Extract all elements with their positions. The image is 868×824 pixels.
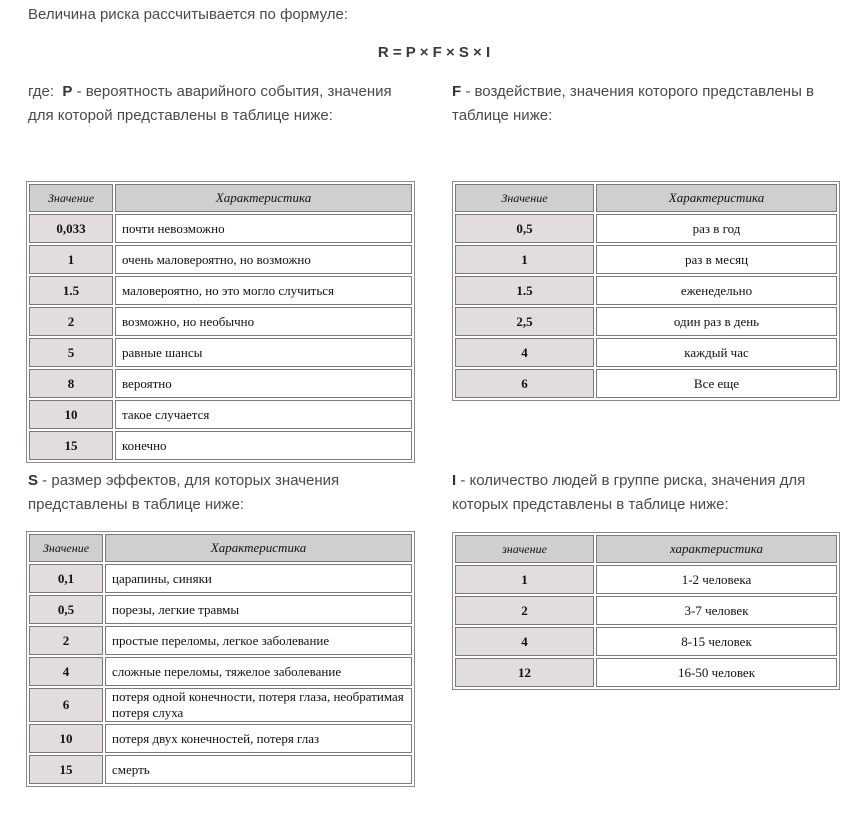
description-cell: 3-7 человек	[596, 596, 837, 625]
value-cell: 12	[455, 658, 594, 687]
value-cell: 1.5	[29, 276, 113, 305]
i-text: - количество людей в группе риска, значения для которых представлены в таблице ниже:	[452, 472, 806, 513]
value-cell: 6	[29, 688, 103, 722]
f-text: - воздействие, значения которого представлены в таблице ниже:	[452, 83, 814, 124]
value-cell: 6	[455, 369, 594, 398]
table-row	[455, 276, 837, 305]
table-header-cell: Значение	[29, 534, 103, 562]
description-cell: сложные переломы, тяжелое заболевание	[105, 657, 412, 686]
table-row	[455, 369, 837, 398]
value-cell: 8	[29, 369, 113, 398]
table-header-cell: значение	[455, 535, 594, 563]
value-cell: 0,5	[455, 214, 594, 243]
description-cell: 1-2 человека	[596, 565, 837, 594]
table-header-cell: Значение	[455, 184, 594, 212]
description-cell: раз в месяц	[596, 245, 837, 274]
description-cell: равные шансы	[115, 338, 412, 367]
value-cell: 10	[29, 724, 103, 753]
value-cell: 1	[455, 245, 594, 274]
value-cell: 4	[455, 627, 594, 656]
p-text: - вероятность аварийного события, значения для которой представлены в таблице ниже:	[28, 83, 392, 124]
description-cell: Все еще	[596, 369, 837, 398]
description-cell: еженедельно	[596, 276, 837, 305]
table-row	[455, 565, 837, 594]
value-cell: 2,5	[455, 307, 594, 336]
table-row	[29, 657, 412, 686]
description-cell: конечно	[115, 431, 412, 460]
table-header-cell: Характеристика	[115, 184, 412, 212]
table-row	[29, 626, 412, 655]
value-cell: 1	[29, 245, 113, 274]
table-row	[29, 214, 412, 243]
value-cell: 0,5	[29, 595, 103, 624]
value-cell: 2	[29, 626, 103, 655]
table-row	[455, 596, 837, 625]
value-cell: 2	[455, 596, 594, 625]
table-row	[29, 400, 412, 429]
table-row	[455, 245, 837, 274]
f-description	[452, 80, 852, 128]
intro-text: Величина риска рассчитывается по формуле:	[28, 6, 349, 23]
s-severity-table	[26, 531, 415, 787]
value-cell: 0,033	[29, 214, 113, 243]
value-cell: 4	[455, 338, 594, 367]
table-header-cell: Характеристика	[105, 534, 412, 562]
table-row	[29, 724, 412, 753]
f-variable: F	[452, 83, 462, 100]
table-row	[455, 658, 837, 687]
table-row	[455, 214, 837, 243]
table-row	[29, 369, 412, 398]
description-cell: вероятно	[115, 369, 412, 398]
description-cell: смерть	[105, 755, 412, 784]
value-cell: 1	[455, 565, 594, 594]
table-header-cell: Значение	[29, 184, 113, 212]
description-cell: такое случается	[115, 400, 412, 429]
table-row	[29, 688, 412, 722]
description-cell: очень маловероятно, но возможно	[115, 245, 412, 274]
table-row	[29, 245, 412, 274]
description-cell: маловероятно, но это могло случиться	[115, 276, 412, 305]
description-cell: почти невозможно	[115, 214, 412, 243]
description-cell: раз в год	[596, 214, 837, 243]
table-row	[455, 307, 837, 336]
description-cell: каждый час	[596, 338, 837, 367]
i-variable: I	[452, 472, 457, 489]
value-cell: 4	[29, 657, 103, 686]
value-cell: 15	[29, 431, 113, 460]
description-cell: возможно, но необычно	[115, 307, 412, 336]
value-cell: 2	[29, 307, 113, 336]
table-header-cell: Характеристика	[596, 184, 837, 212]
description-cell: порезы, легкие травмы	[105, 595, 412, 624]
value-cell: 1.5	[455, 276, 594, 305]
value-cell: 10	[29, 400, 113, 429]
risk-formula: R = P × F × S × I	[377, 44, 491, 61]
table-row	[29, 755, 412, 784]
description-cell: царапины, синяки	[105, 564, 412, 593]
description-cell: 8-15 человек	[596, 627, 837, 656]
s-description	[28, 469, 408, 517]
description-cell: потеря двух конечностей, потеря глаз	[105, 724, 412, 753]
value-cell: 5	[29, 338, 113, 367]
p-probability-table	[26, 181, 415, 463]
table-row	[29, 431, 412, 460]
description-cell: один раз в день	[596, 307, 837, 336]
description-cell: 16-50 человек	[596, 658, 837, 687]
f-exposure-table	[452, 181, 840, 401]
description-cell: потеря одной конечности, потеря глаза, необратимая потеря слуха	[105, 688, 412, 722]
table-row	[29, 595, 412, 624]
table-row	[455, 627, 837, 656]
i-description	[452, 469, 852, 517]
table-row	[29, 338, 412, 367]
description-cell: простые переломы, легкое заболевание	[105, 626, 412, 655]
p-variable: P	[62, 83, 73, 100]
table-row	[29, 307, 412, 336]
value-cell: 0,1	[29, 564, 103, 593]
p-prefix: где:	[28, 83, 55, 100]
table-row	[455, 338, 837, 367]
i-people-table	[452, 532, 840, 690]
table-header-cell: характеристика	[596, 535, 837, 563]
p-description	[28, 80, 408, 128]
value-cell: 15	[29, 755, 103, 784]
s-variable: S	[28, 472, 39, 489]
table-row	[29, 564, 412, 593]
s-text: - размер эффектов, для которых значения представлены в таблице ниже:	[28, 472, 340, 513]
table-row	[29, 276, 412, 305]
